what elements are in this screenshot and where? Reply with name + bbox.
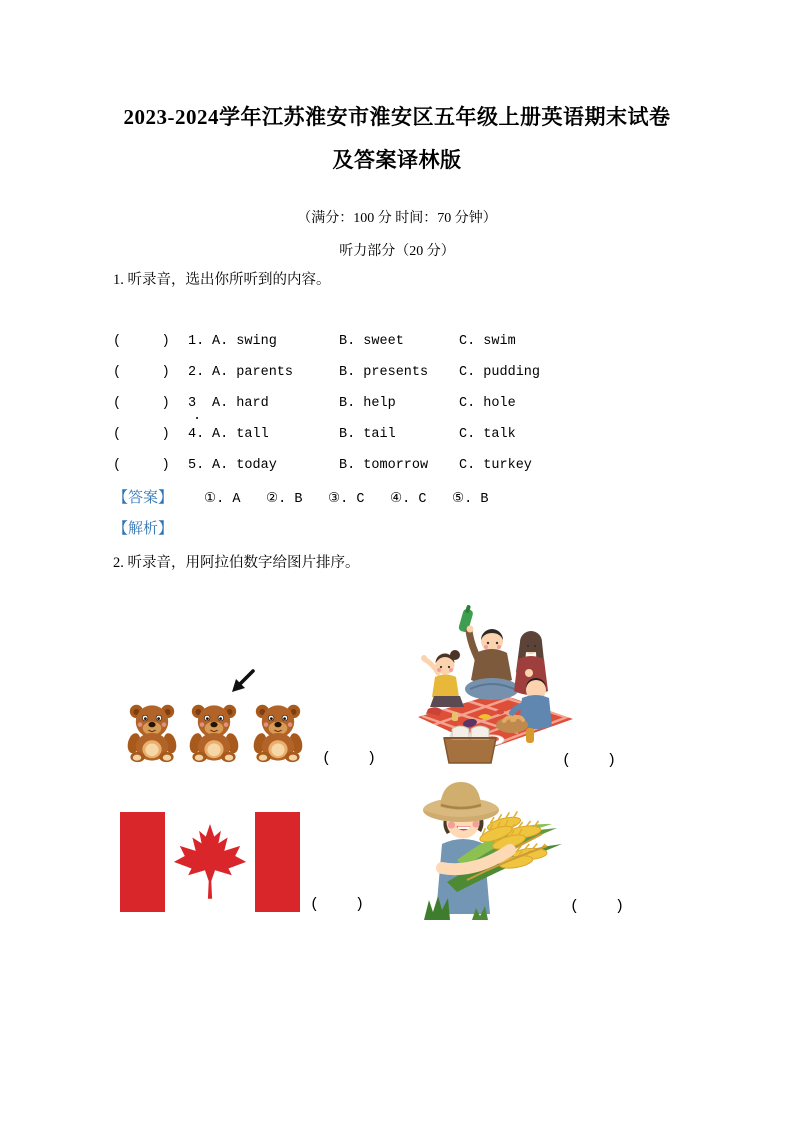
family-picnic-icon <box>408 597 583 765</box>
option-c: C. swim <box>459 334 516 349</box>
answer-value: ②. B <box>266 492 303 507</box>
flag-answer-paren: ( ) <box>310 896 365 913</box>
question2-stem: 2. 听录音，用阿拉伯数字给图片排序。 <box>113 555 360 571</box>
option-c: C. hole <box>459 396 516 411</box>
option-number: 1. <box>188 334 205 349</box>
page-title-line2: 及答案译林版 <box>332 148 462 172</box>
option-a: A. swing <box>212 334 277 349</box>
option-a: A. tall <box>212 427 269 442</box>
option-number: 5. <box>188 458 205 473</box>
option-a: A. today <box>212 458 277 473</box>
page-title-line1: 2023-2024学年江苏淮安市淮安区五年级上册英语期末试卷 <box>123 105 671 129</box>
answer-paren: ( ) <box>113 458 170 473</box>
canada-flag-icon <box>120 812 300 912</box>
canada-flag-image <box>120 812 300 912</box>
option-a: A. hard <box>212 396 269 411</box>
q1-option-row <box>113 395 683 424</box>
section-title: 听力部分（20 分） <box>339 244 455 259</box>
q1-option-row <box>113 457 683 474</box>
answer-paren: ( ) <box>113 365 170 380</box>
answer-value: ④. C <box>390 492 427 507</box>
option-number: 2. <box>188 365 205 380</box>
teddy-bears-image <box>112 666 337 770</box>
q1-option-row <box>113 333 683 350</box>
option-b: B. tail <box>339 427 396 442</box>
family-picnic-image <box>408 597 583 765</box>
arrow-icon <box>232 671 253 692</box>
answer-value: ①. A <box>204 492 241 507</box>
exam-meta: （满分：100 分 时间：70 分钟） <box>297 211 497 226</box>
farmer-harvest-image <box>412 772 567 922</box>
answer-value: ③. C <box>328 492 365 507</box>
q1-option-row <box>113 364 683 381</box>
analysis-label: 【解析】 <box>113 521 174 537</box>
answer-paren: ( ) <box>113 334 170 349</box>
question1-stem: 1. 听录音，选出你所听到的内容。 <box>113 272 331 288</box>
option-c: C. pudding <box>459 365 541 380</box>
answer-label: 【答案】 <box>113 490 174 506</box>
picnic-answer-paren: ( ) <box>562 752 617 769</box>
option-number: 3 . <box>188 396 202 424</box>
answer-values <box>204 492 514 507</box>
option-b: B. tomorrow <box>339 458 429 473</box>
option-c: C. turkey <box>459 458 532 473</box>
answer-paren: ( ) <box>113 396 170 411</box>
option-b: B. sweet <box>339 334 404 349</box>
option-c: C. talk <box>459 427 516 442</box>
option-a: A. parents <box>212 365 294 380</box>
q1-option-row <box>113 426 683 443</box>
farmer-answer-paren: ( ) <box>570 898 625 915</box>
answer-paren: ( ) <box>113 427 170 442</box>
answer-value: ⑤. B <box>452 492 489 507</box>
option-b: B. presents <box>339 365 429 380</box>
option-b: B. help <box>339 396 396 411</box>
teddy-bears-answer-paren: ( ) <box>322 750 377 767</box>
teddy-bears-icon <box>112 666 337 770</box>
answer-line <box>113 486 514 507</box>
option-number: 4. <box>188 427 205 442</box>
farmer-harvest-icon <box>412 772 567 922</box>
stray-period: . <box>193 409 202 424</box>
